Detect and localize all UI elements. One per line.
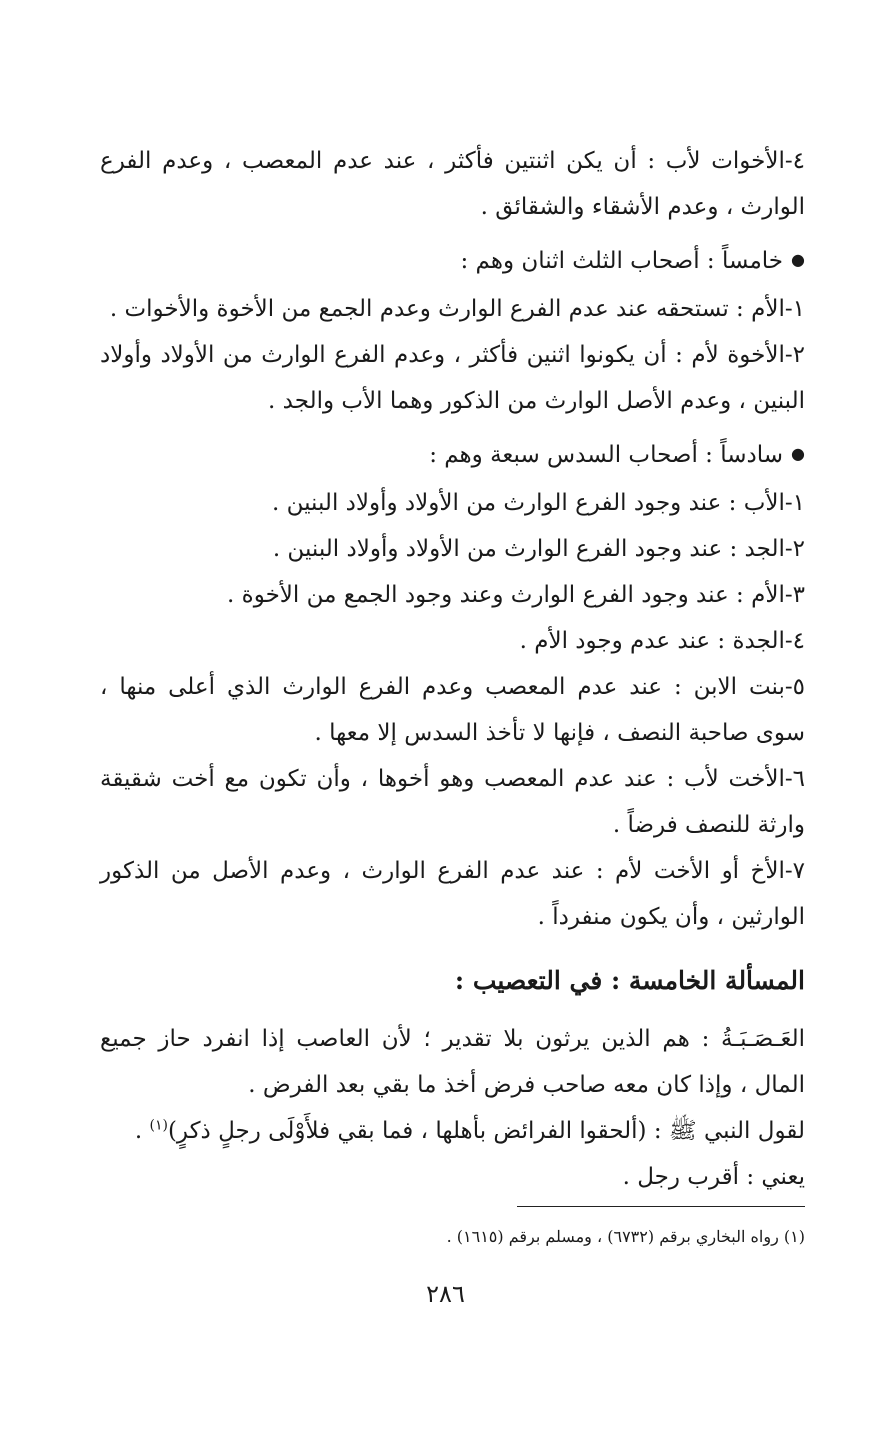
list-item: ٦-الأخت لأب : عند عدم المعصب وهو أخوها ، وأن تكون مع أخت شقيقة وارثة للنصف فرضاً . — [100, 766, 805, 838]
paragraph-sisters-paternal: ٤-الأخوات لأب : أن يكن اثنتين فأكثر ، عند عدم المعصب ، وعدم الفرع الوارث ، وعدم الأشقاء والشقائق . — [100, 148, 805, 220]
list-item: ١-الأم : تستحقه عند عدم الفرع الوارث وعدم الجمع من الأخوة والأخوات . — [109, 296, 805, 322]
list-item: ١-الأب : عند وجود الفرع الوارث من الأولاد وأولاد البنين . — [271, 490, 805, 516]
list-item: ٢-الجد : عند وجود الفرع الوارث من الأولاد وأولاد البنين . — [272, 536, 805, 562]
section-sixth-title: ● سادساً : أصحاب السدس سبعة وهم : — [100, 432, 805, 480]
footnote-marker: (١) — [149, 1117, 168, 1134]
asaba-definition: العَـصَـبَـةُ : هم الذين يرثون بلا تقدير ؛ لأن العاصب إذا انفرد حاز جميع المال ، وإذا كان معه صاحب فرض أخذ ما بقي بعد الفرض . — [100, 1026, 805, 1098]
issue-heading: المسألة الخامسة : في التعصيب : — [454, 966, 805, 995]
hadith-end: . — [134, 1118, 150, 1144]
list-item: ٧-الأخ أو الأخت لأم : عند عدم الفرع الوارث ، وعدم الأصل من الذكور الوارثين ، وأن يكون منفرداً . — [100, 858, 805, 930]
page-body — [100, 138, 805, 1267]
footnote: (١) رواه البخاري برقم (٦٧٣٢) ، ومسلم برقم (١٦١٥) . — [446, 1227, 805, 1246]
list-item: ٣-الأم : عند وجود الفرع الوارث وعند وجود الجمع من الأخوة . — [227, 582, 805, 608]
list-item: ٥-بنت الابن : عند عدم المعصب وعدم الفرع الوارث الذي أعلى منها ، سوى صاحبة النصف ، فإنها لا تأخذ السدس إلا معها . — [100, 674, 805, 746]
section-fifth-title: ● خامساً : أصحاب الثلث اثنان وهم : — [100, 238, 805, 286]
hadith-text: لقول النبي ﷺ : (ألحقوا الفرائض بأهلها ، فما بقي فلأَوْلَى رجلٍ ذكرٍ) — [167, 1118, 805, 1144]
hadith-paragraph — [100, 1108, 805, 1154]
list-item: ٤-الجدة : عند عدم وجود الأم . — [519, 628, 805, 654]
list-item: ٢-الأخوة لأم : أن يكونوا اثنين فأكثر ، وعدم الفرع الوارث من الأولاد وأولاد البنين ، وعدم الأصل الوارث من الذكور وهما الأب والجد . — [100, 342, 805, 414]
footnote-divider — [517, 1206, 805, 1207]
page-number: ٢٨٦ — [426, 1280, 465, 1308]
asaba-explanation: يعني : أقرب رجل . — [622, 1164, 805, 1190]
